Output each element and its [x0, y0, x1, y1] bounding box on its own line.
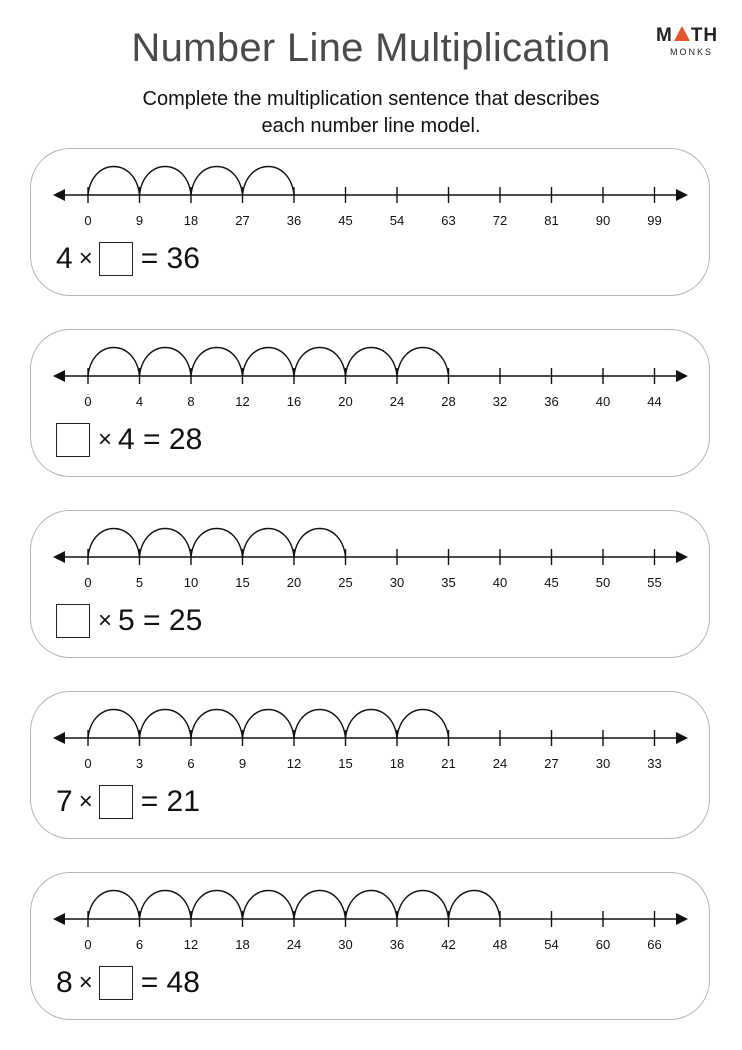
answer-box[interactable] [99, 242, 133, 276]
multiplication-sentence [56, 963, 206, 1003]
tick-label: 28 [441, 394, 456, 409]
tick-label: 42 [441, 937, 456, 952]
jump-arc [140, 710, 192, 739]
tick-label: 30 [595, 756, 611, 771]
jump-arc [346, 348, 398, 377]
times-sign: × [78, 969, 93, 996]
tick-label: 0 [84, 213, 92, 228]
tick-label: 55 [647, 575, 662, 590]
arrow-right-icon [676, 732, 688, 744]
math-monks-logo [656, 26, 720, 66]
jump-arc [191, 529, 243, 558]
answer-box[interactable] [56, 604, 90, 638]
tick-label: 81 [544, 213, 559, 228]
multiplication-sentence [56, 782, 206, 822]
multiplication-sentence [56, 420, 208, 460]
jump-arc [140, 891, 192, 920]
tick-label: 9 [238, 756, 247, 771]
tick-label: 16 [286, 394, 302, 409]
jump-arc [140, 348, 192, 377]
tick-label: 36 [544, 394, 559, 409]
tick-label: 27 [235, 213, 250, 228]
multiplication-sentence [56, 601, 208, 641]
jump-arc [191, 891, 243, 920]
tick-label: 90 [595, 213, 611, 228]
tick-label: 6 [187, 756, 195, 771]
jump-arc [346, 710, 398, 739]
tick-label: 25 [338, 575, 353, 590]
jump-arc [397, 710, 449, 739]
tick-label: 44 [647, 394, 662, 409]
tick-label: 15 [235, 575, 250, 590]
tick-label: 5 [135, 575, 144, 590]
jump-arc [294, 529, 346, 558]
equation-term: = 36 [140, 242, 200, 275]
tick-label: 27 [544, 756, 559, 771]
tick-label: 54 [389, 213, 405, 228]
arrow-left-icon [53, 370, 65, 382]
tick-label: 24 [286, 937, 302, 952]
arrow-right-icon [676, 370, 688, 382]
tick-label: 15 [338, 756, 353, 771]
tick-label: 0 [84, 394, 92, 409]
tick-label: 30 [389, 575, 405, 590]
equation-term: 5 = 25 [118, 604, 203, 637]
jump-arc [243, 891, 295, 920]
times-sign: × [78, 788, 93, 815]
tick-label: 20 [286, 575, 302, 590]
tick-label: 33 [647, 756, 662, 771]
tick-label: 10 [183, 575, 199, 590]
jump-arc [88, 167, 140, 196]
equation-term: 8 [56, 966, 73, 999]
tick-label: 35 [441, 575, 456, 590]
jump-arc [346, 891, 398, 920]
tick-label: 6 [135, 937, 144, 952]
jump-arc [191, 348, 243, 377]
problem-panel-1 [30, 148, 710, 296]
jump-arc [88, 529, 140, 558]
problem-panel-5 [30, 872, 710, 1020]
tick-label: 54 [544, 937, 559, 952]
jump-arc [140, 167, 192, 196]
tick-label: 24 [389, 394, 405, 409]
jump-arc [294, 891, 346, 920]
instructions-line-2: each number line model. [261, 115, 481, 137]
worksheet-title: Number Line Multiplication [131, 26, 611, 70]
jump-arc [88, 891, 140, 920]
problem-panel-3 [30, 510, 710, 658]
tick-label: 0 [84, 756, 92, 771]
equation-term: 4 = 28 [118, 423, 203, 456]
jump-arc [140, 529, 192, 558]
times-sign: × [78, 245, 93, 272]
tick-label: 12 [183, 937, 199, 952]
jump-arc [88, 710, 140, 739]
tick-label: 48 [492, 937, 508, 952]
jump-arc [243, 529, 295, 558]
tick-label: 30 [338, 937, 353, 952]
arrow-left-icon [53, 913, 65, 925]
tick-label: 8 [187, 394, 195, 409]
tick-label: 24 [492, 756, 508, 771]
tick-label: 40 [595, 394, 611, 409]
tick-label: 4 [135, 394, 144, 409]
times-sign: × [98, 426, 113, 453]
logo-wordmark [656, 26, 720, 46]
tick-label: 63 [441, 213, 456, 228]
logo-text-pre: M [656, 25, 673, 46]
equation-term: 7 [56, 785, 73, 818]
tick-label: 66 [647, 937, 662, 952]
jump-arc [243, 710, 295, 739]
tick-label: 18 [389, 756, 405, 771]
tick-label: 50 [595, 575, 611, 590]
jump-arc [243, 167, 295, 196]
jump-arc [88, 348, 140, 377]
tick-label: 72 [492, 213, 508, 228]
jump-arc [294, 710, 346, 739]
jump-arc [397, 891, 449, 920]
arrow-left-icon [53, 551, 65, 563]
logo-subtext: MONKS [670, 47, 714, 57]
equation-term: = 48 [140, 966, 200, 999]
jump-arc [397, 348, 449, 377]
problem-panel-2 [30, 329, 710, 477]
answer-box[interactable] [99, 966, 133, 1000]
jump-arc [243, 348, 295, 377]
instructions-line-1: Complete the multiplication sentence that describes [142, 88, 600, 110]
tick-label: 0 [84, 575, 92, 590]
arrow-right-icon [676, 551, 688, 563]
jump-arc [191, 167, 243, 196]
tick-label: 36 [286, 213, 302, 228]
tick-label: 45 [338, 213, 353, 228]
tick-label: 45 [544, 575, 559, 590]
arrow-right-icon [676, 189, 688, 201]
tick-label: 32 [492, 394, 508, 409]
tick-label: 0 [84, 937, 92, 952]
jump-arc [294, 348, 346, 377]
jump-arc [191, 710, 243, 739]
arrow-right-icon [676, 913, 688, 925]
tick-label: 18 [183, 213, 199, 228]
answer-box[interactable] [99, 785, 133, 819]
times-sign: × [98, 607, 113, 634]
tick-label: 60 [595, 937, 611, 952]
tick-label: 18 [235, 937, 250, 952]
tick-label: 3 [135, 756, 144, 771]
answer-box[interactable] [56, 423, 90, 457]
tick-label: 40 [492, 575, 508, 590]
logo-text-post: TH [690, 25, 719, 46]
arrow-left-icon [53, 732, 65, 744]
tick-label: 12 [235, 394, 250, 409]
arrow-left-icon [53, 189, 65, 201]
tick-label: 21 [441, 756, 456, 771]
tick-label: 36 [389, 937, 405, 952]
tick-label: 20 [338, 394, 353, 409]
equation-term: = 21 [140, 785, 200, 818]
tick-label: 12 [286, 756, 302, 771]
problem-panel-4 [30, 691, 710, 839]
jump-arc [449, 891, 501, 920]
logo-triangle-icon [674, 26, 690, 41]
multiplication-sentence [56, 239, 206, 279]
tick-label: 99 [647, 213, 662, 228]
instructions [80, 86, 662, 140]
tick-label: 9 [135, 213, 144, 228]
equation-term: 4 [56, 242, 73, 275]
